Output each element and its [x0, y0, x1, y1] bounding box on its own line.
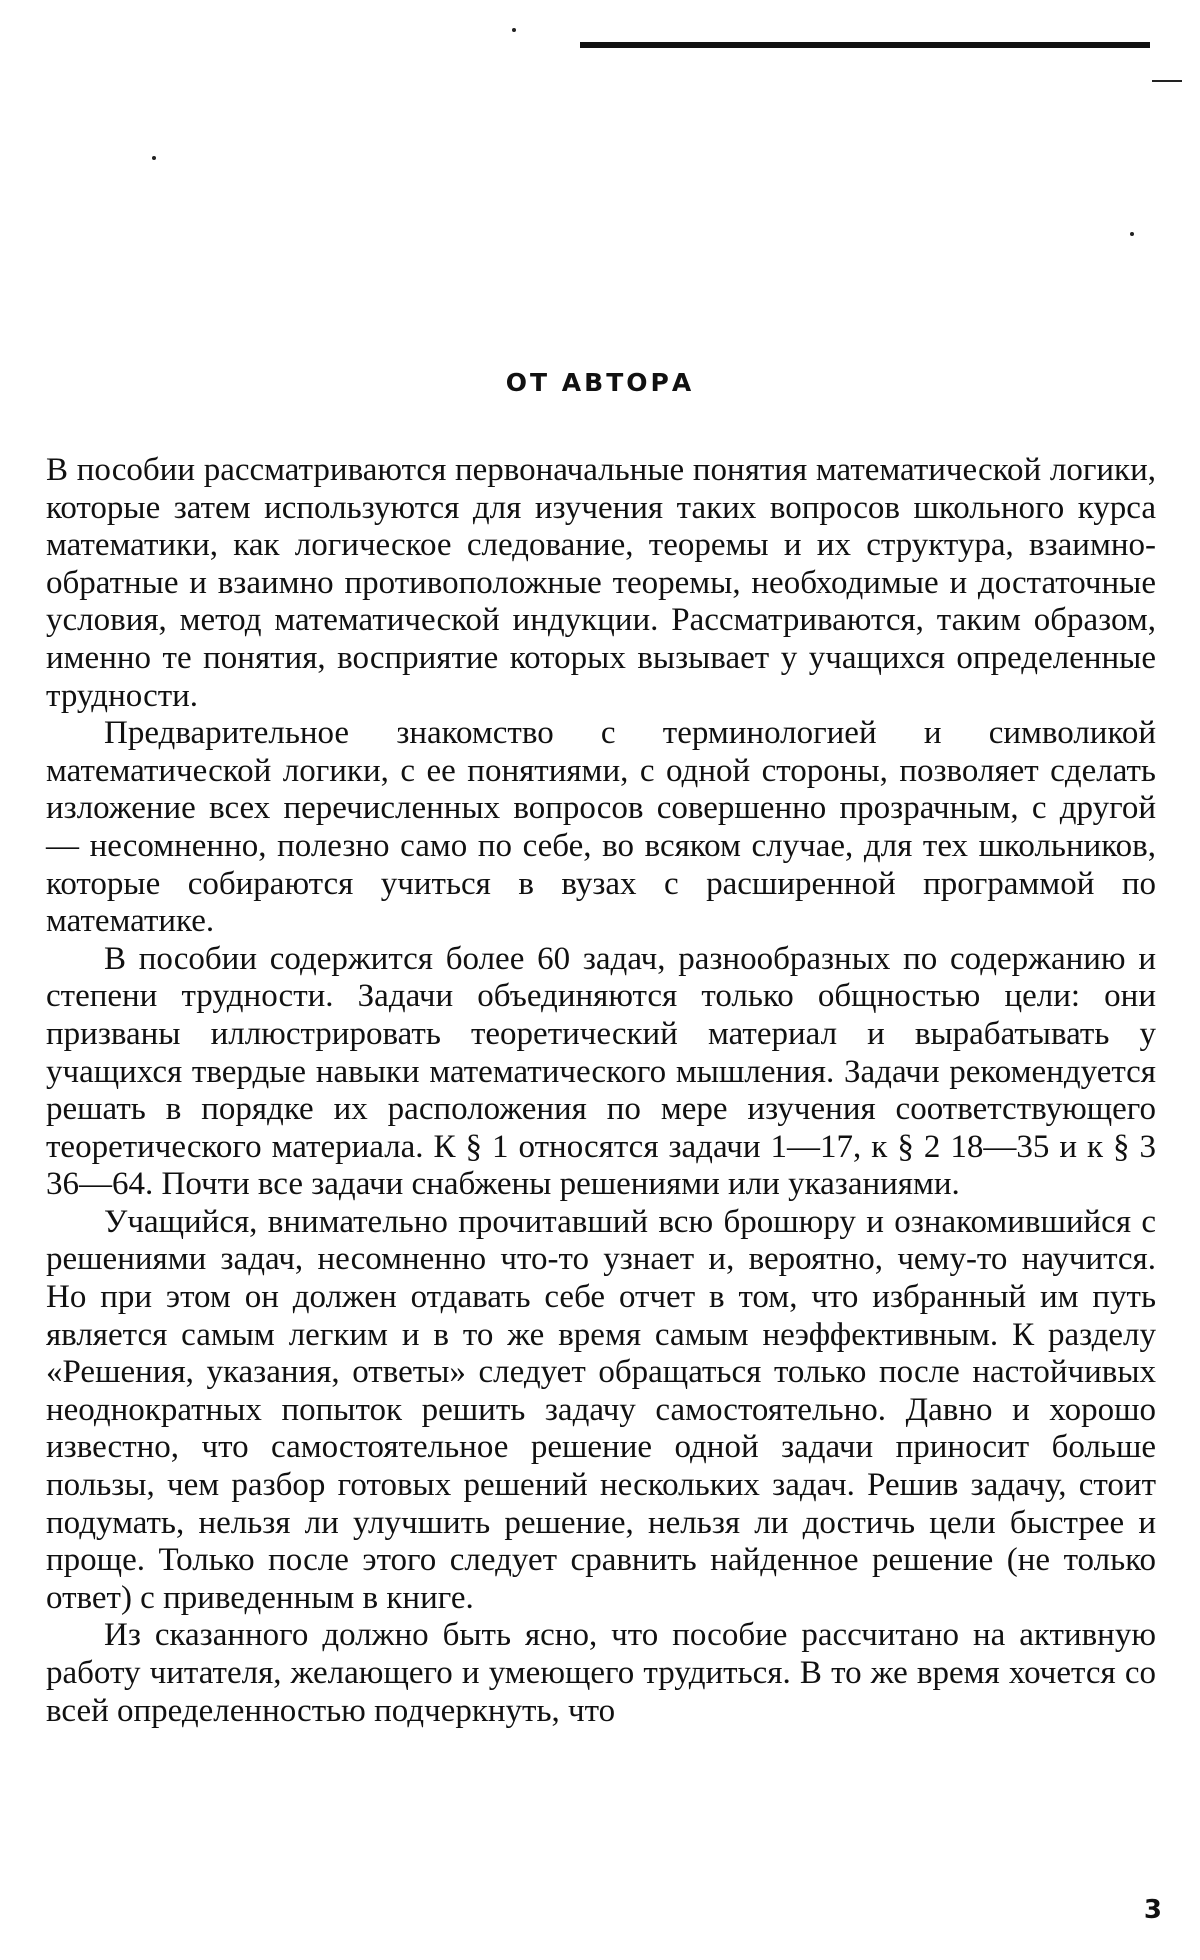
- print-speck: [152, 156, 156, 160]
- paragraph: В пособии рассматриваются первоначальные понятия математической логики, которые затем используются для изучения таких вопросов школьного курса математики, как логическое следование, теоремы и их структура, взаимно-обратные и взаимно противоположные теоремы, необходимые и достаточные условия, метод математической индукции. Рассматриваются, таким образом, именно те понятия, восприятие которых вызывает у учащихся определенные трудности.: [46, 452, 1156, 714]
- paragraph: В пособии содержится более 60 задач, разнообразных по содержанию и степени трудности. Задачи объединяются только общностью цели: они призваны иллюстрировать теоретический материал и вырабатывать у учащихся твердые навыки математического мышления. Задачи рекомендуется решать в порядке их расположения по мере изучения соответствующего теоретического материала. К § 1 относятся задачи 1—17, к § 2 18—35 и к § 3 36—64. Почти все задачи снабжены решениями или указаниями.: [46, 940, 1156, 1203]
- page-title: ОТ АВТОРА: [505, 368, 695, 397]
- top-rule-line: [580, 42, 1150, 48]
- page-number: 3: [1143, 1895, 1162, 1925]
- body-text: [46, 452, 1156, 1730]
- print-speck: [1152, 80, 1182, 82]
- print-speck: [1130, 232, 1134, 236]
- print-speck: [512, 28, 516, 32]
- paragraph: Учащийся, внимательно прочитавший всю брошюру и ознакомившийся с решениями задач, несомненно что-то узнает и, вероятно, чему-то научится. Но при этом он должен отдавать себе отчет в том, что избранный им путь является самым легким и в то же время самым неэффективным. К разделу «Решения, указания, ответы» следует обращаться только после настойчивых неоднократных попыток решить задачу самостоятельно. Давно и хорошо известно, что самостоятельное решение одной задачи приносит больше пользы, чем разбор готовых решений нескольких задач. Решив задачу, стоит подумать, нельзя ли улучшить решение, нельзя ли достичь цели быстрее и проще. Только после этого следует сравнить найденное решение (не только ответ) с приведенным в книге.: [46, 1203, 1156, 1616]
- paragraph: Предварительное знакомство с терминологией и символикой математической логики, с ее понятиями, с одной стороны, позволяет сделать изложение всех перечисленных вопросов совершенно прозрачным, с другой — несомненно, полезно само по себе, во всяком случае, для тех школьников, которые собираются учиться в вузах с расширенной программой по математике.: [46, 715, 1156, 940]
- paragraph: Из сказанного должно быть ясно, что пособие рассчитано на активную работу читателя, желающего и умеющего трудиться. В то же время хочется со всей определенностью подчеркнуть, что: [46, 1617, 1156, 1729]
